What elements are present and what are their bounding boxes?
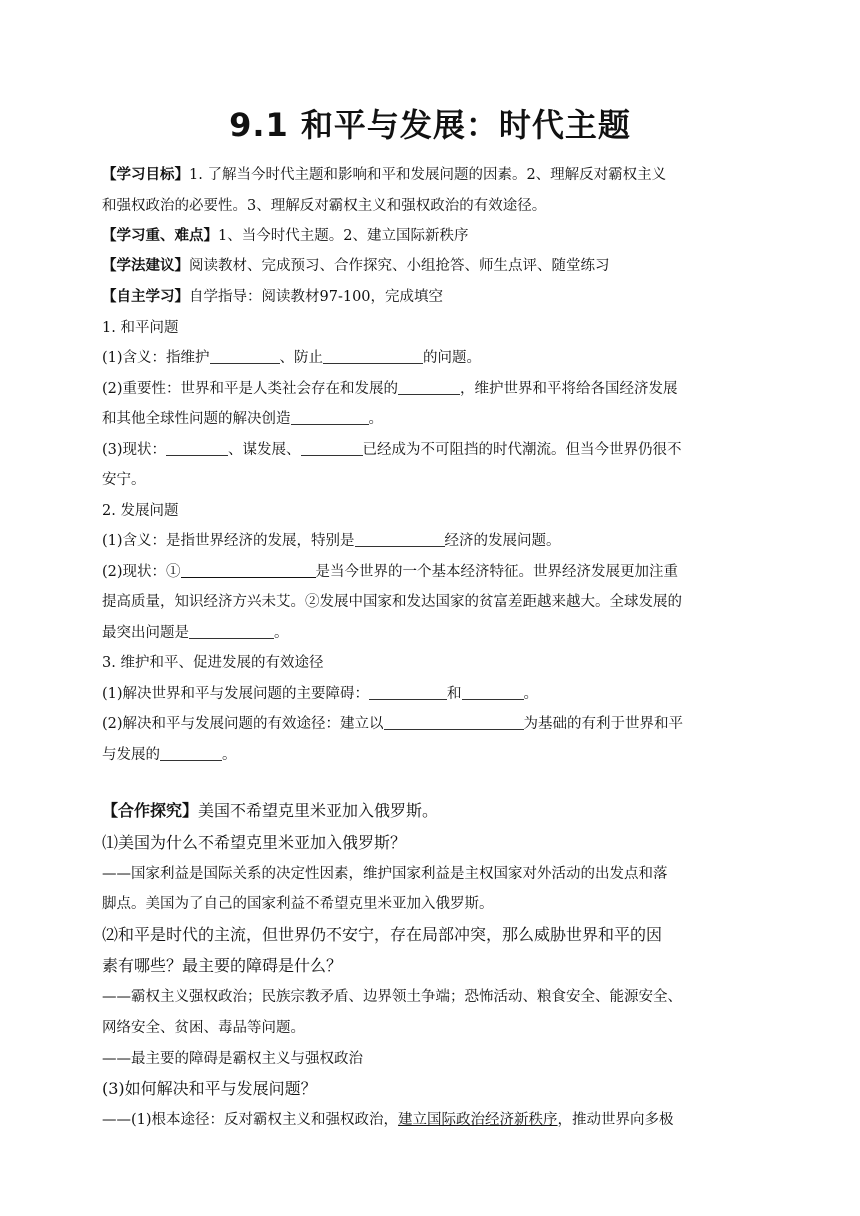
fill-blank[interactable]	[291, 408, 369, 425]
fill-blank[interactable]	[462, 683, 524, 700]
fill-blank[interactable]	[189, 622, 274, 639]
objectives-line-1: 【学习目标】1. 了解当今时代主题和影响和平和发展问题的因素。2、理解反对霸权主义	[102, 167, 667, 183]
page-title: 9.1 和平与发展：时代主题	[229, 106, 631, 144]
answer-2-line-2: 网络安全、贫困、毒品等问题。	[102, 1020, 305, 1036]
fill-blank[interactable]	[301, 439, 363, 456]
section1-meaning: (1)含义：指维护 、防止 的问题。	[102, 347, 762, 369]
keypoints-label: 【学习重、难点】	[102, 228, 218, 244]
section1-importance: (2)重要性：世界和平是人类社会存在和发展的 ，维护世界和平将给各国经济发展	[102, 378, 762, 400]
selfstudy-line: 【自主学习】自学指导：阅读教材97-100，完成填空	[102, 289, 444, 305]
fill-blank[interactable]	[355, 530, 445, 547]
objectives-line-2: 和强权政治的必要性。3、理解反对霸权主义和强权政治的有效途径。	[102, 198, 547, 214]
keypoints-line: 【学习重、难点】1、当今时代主题。2、建立国际新秩序	[102, 228, 469, 244]
answer-1-line-1: ——国家利益是国际关系的决定性因素，维护国家利益是主权国家对外活动的出发点和落	[102, 866, 668, 882]
question-1: ⑴美国为什么不希望克里米亚加入俄罗斯？	[102, 833, 407, 852]
section2-status-2: 提高质量，知识经济方兴未艾。②发展中国家和发达国家的贫富差距越来越大。全球发展的	[102, 594, 682, 610]
fill-blank[interactable]	[398, 378, 460, 395]
section3-heading: 3. 维护和平、促进发展的有效途径	[102, 655, 324, 671]
section2-status: (2)现状：① 是当今世界的一个基本经济特征。世界经济发展更加注重	[102, 561, 762, 583]
fill-blank[interactable]	[160, 744, 222, 761]
question-3: (3)如何解决和平与发展问题？	[102, 1079, 317, 1098]
section1-status: (3)现状： 、谋发展、 已经成为不可阻挡的时代潮流。但当今世界仍很不	[102, 439, 762, 461]
fill-blank[interactable]	[166, 439, 228, 456]
selfstudy-label: 【自主学习】	[102, 289, 189, 305]
question-2-line-2: 素有哪些？最主要的障碍是什么？	[102, 956, 343, 975]
fill-blank[interactable]	[210, 347, 280, 364]
section3-obstacles: (1)解决世界和平与发展问题的主要障碍： 和 。	[102, 683, 762, 705]
question-2-line-1: ⑵和平是时代的主流，但世界仍不安宁，存在局部冲突，那么威胁世界和平的因	[102, 925, 663, 944]
coop-line: 【合作探究】美国不希望克里米亚加入俄罗斯。	[102, 801, 439, 820]
method-label: 【学法建议】	[102, 258, 189, 274]
answer-2-line-1: ——霸权主义强权政治；民族宗教矛盾、边界领土争端；恐怖活动、粮食安全、能源安全、	[102, 989, 682, 1005]
fill-blank[interactable]	[323, 347, 423, 364]
objectives-label: 【学习目标】	[102, 167, 189, 183]
answer-1-line-2: 脚点。美国为了自己的国家利益不希望克里米亚加入俄罗斯。	[102, 896, 494, 912]
section2-status-3: 最突出问题是 。	[102, 622, 762, 644]
section1-heading: 1. 和平问题	[102, 320, 179, 336]
section3-approach: (2)解决和平与发展问题的有效途径：建立以 为基础的有利于世界和平	[102, 713, 762, 735]
answer-2-line-3: ——最主要的障碍是霸权主义与强权政治	[102, 1051, 363, 1067]
fill-blank[interactable]	[181, 561, 316, 578]
answer-3-line-1: ——(1)根本途径：反对霸权主义和强权政治，建立国际政治经济新秩序，推动世界向多极	[102, 1112, 674, 1128]
fill-blank[interactable]	[384, 713, 524, 730]
section1-importance-2: 和其他全球性问题的解决创造 。	[102, 408, 762, 430]
section1-status-2: 安宁。	[102, 472, 146, 488]
section2-heading: 2. 发展问题	[102, 503, 179, 519]
section3-approach-2: 与发展的 。	[102, 744, 762, 766]
fill-blank[interactable]	[369, 683, 447, 700]
method-line: 【学法建议】阅读教材、完成预习、合作探究、小组抢答、师生点评、随堂练习	[102, 258, 610, 274]
coop-label: 【合作探究】	[102, 801, 199, 820]
underlined-phrase: 建立国际政治经济新秩序	[398, 1112, 558, 1128]
section2-meaning: (1)含义：是指世界经济的发展，特别是 经济的发展问题。	[102, 530, 762, 552]
